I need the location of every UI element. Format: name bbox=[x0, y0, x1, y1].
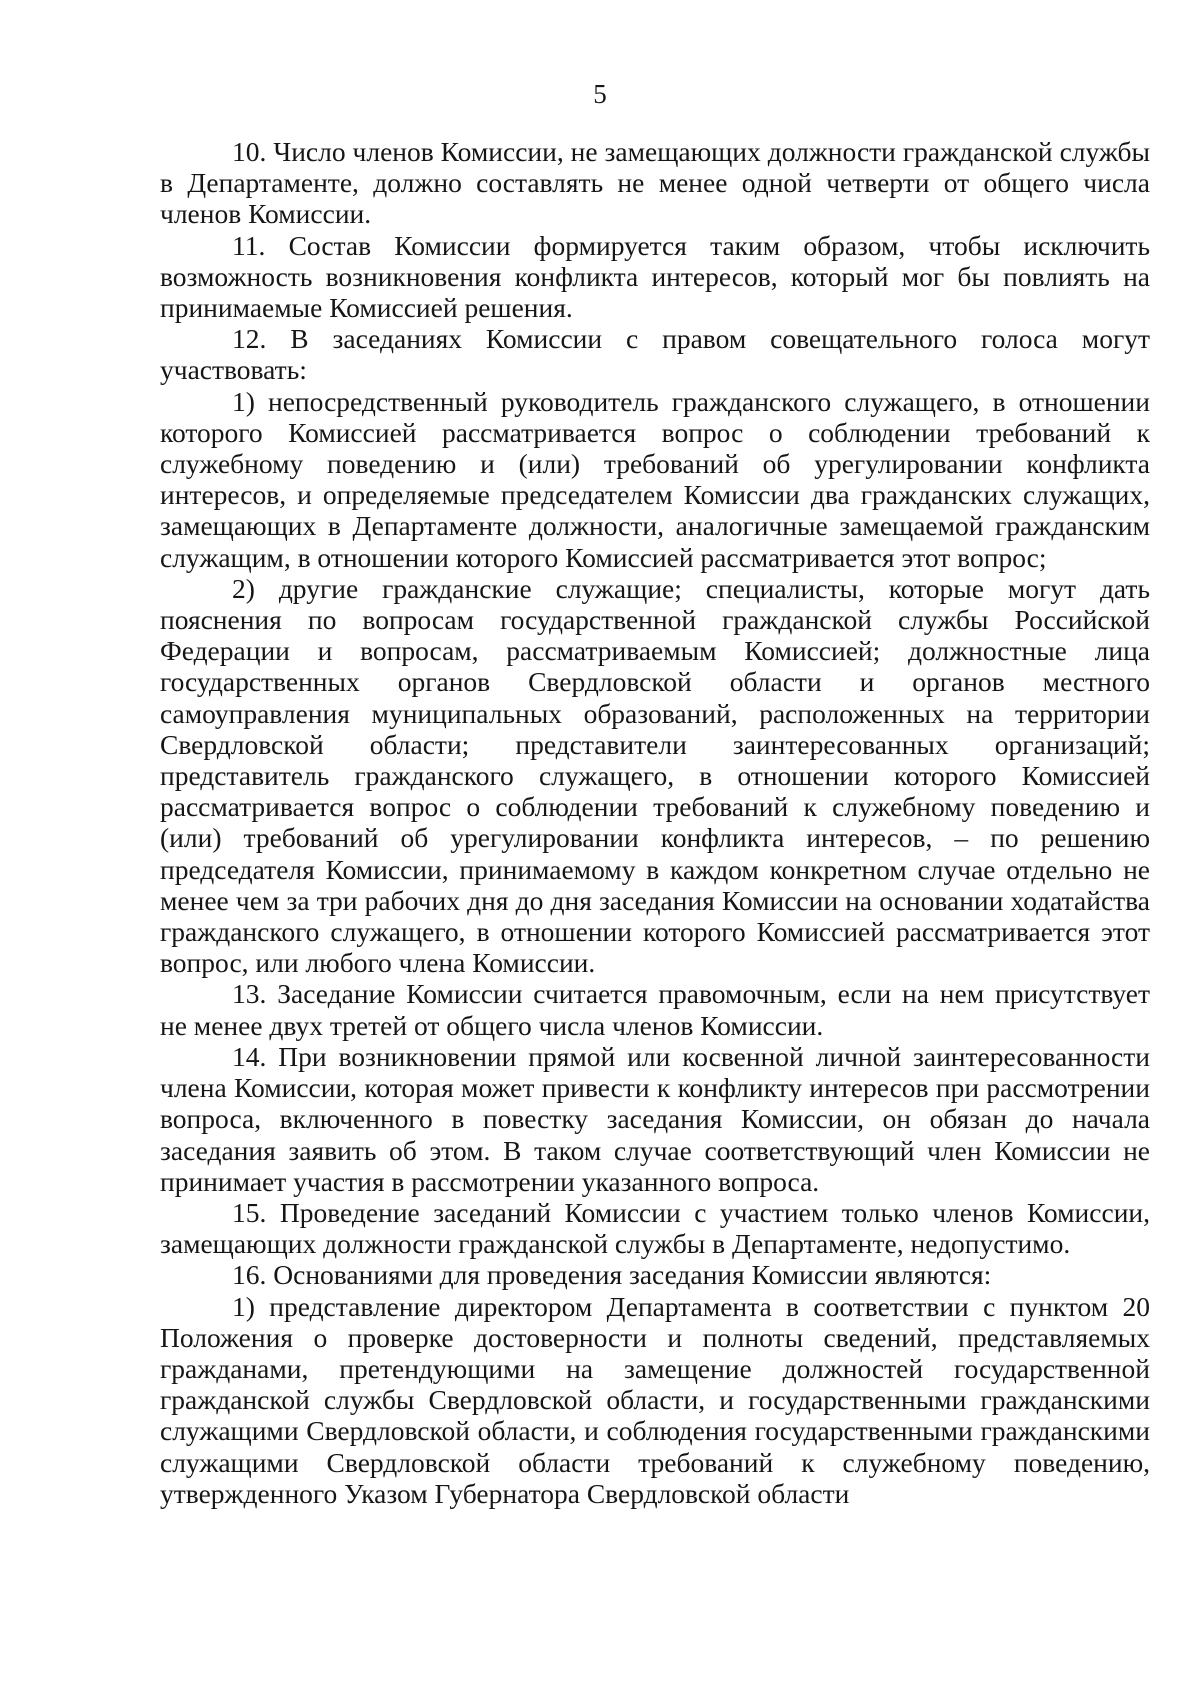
paragraph-16: 16. Основаниями для проведения заседания Комиссии являются: bbox=[232, 1259, 992, 1291]
paragraph-11: 11. Состав Комиссии формируется таким образом, чтобы исключить возможность возникновения конфликта интересов, который мог бы повлиять на принимаемые Комиссией решения. bbox=[160, 229, 1150, 324]
paragraph-13: 13. Заседание Комиссии считается правомочным, если на нем присутствует не менее двух третей от общего числа членов Комиссии. bbox=[160, 978, 1150, 1041]
paragraph-14: 14. При возникновении прямой или косвенной личной заинтересованности члена Комиссии, которая может привести к конфликту интересов при рассмотрении вопроса, включенного в повестку заседания Комиссии, он обязан до начала заседания заявить об этом. В таком случае соответствующий член Комиссии не принимает участия в рассмотрении указанного вопроса. bbox=[160, 1040, 1150, 1197]
paragraph-10: 10. Число членов Комиссии, не замещающих должности гражданской службы в Департаменте, должно составлять не менее одной четверти от общего числа членов Комиссии. bbox=[160, 136, 1150, 230]
paragraph-15: 15. Проведение заседаний Комиссии с участием только членов Комиссии, замещающих должности гражданской службы в Департаменте, недопустимо. bbox=[160, 1196, 1150, 1260]
paragraph-16-item-1: 1) представление директором Департамента в соответствии с пунктом 20 Положения о проверке достоверности и полноты сведений, представляемых гражданами, претендующими на замещение должностей государственной гражданской службы Свердловской области, и государственными гражданскими служащими Свердловской области, и соблюдения государственными гражданскими служащими Свердловской области требований к служебному поведению, утвержденного Указом Губернатора Свердловской области bbox=[160, 1290, 1150, 1509]
paragraph-12-item-2: 2) другие гражданские служащие; специалисты, которые могут дать пояснения по вопросам государственной гражданской службы Российской Федерации и вопросам, рассматриваемым Комиссией; должностные лица государственных органов Свердловской области и органов местного самоуправления муниципальных образований, расположенных на территории Свердловской области; представители заинтересованных организаций; представитель гражданского служащего, в отношении которого Комиссией рассматривается вопрос о соблюдении требований к служебному поведению и (или) требований об урегулировании конфликта интересов, – по решению председателя Комиссии, принимаемому в каждом конкретном случае отдельно не менее чем за три рабочих дня до дня заседания Комиссии на основании ходатайства гражданского служащего, в отношении которого Комиссией рассматривается этот вопрос, или любого члена Комиссии. bbox=[160, 572, 1150, 979]
paragraph-12: 12. В заседаниях Комиссии с правом совещательного голоса могут участвовать: bbox=[160, 323, 1150, 386]
paragraph-12-item-1: 1) непосредственный руководитель гражданского служащего, в отношении которого Комиссией рассматривается вопрос о соблюдении требований к служебному поведению и (или) требований об урегулировании конфликта интересов, и определяемые председателем Комиссии два гражданских служащих, замещающих в Департаменте должности, аналогичные замещаемой гражданским служащим, в отношении которого Комиссией рассматривается этот вопрос; bbox=[160, 385, 1150, 573]
document-body bbox=[160, 136, 1150, 1509]
page-number: 5 bbox=[593, 79, 607, 109]
